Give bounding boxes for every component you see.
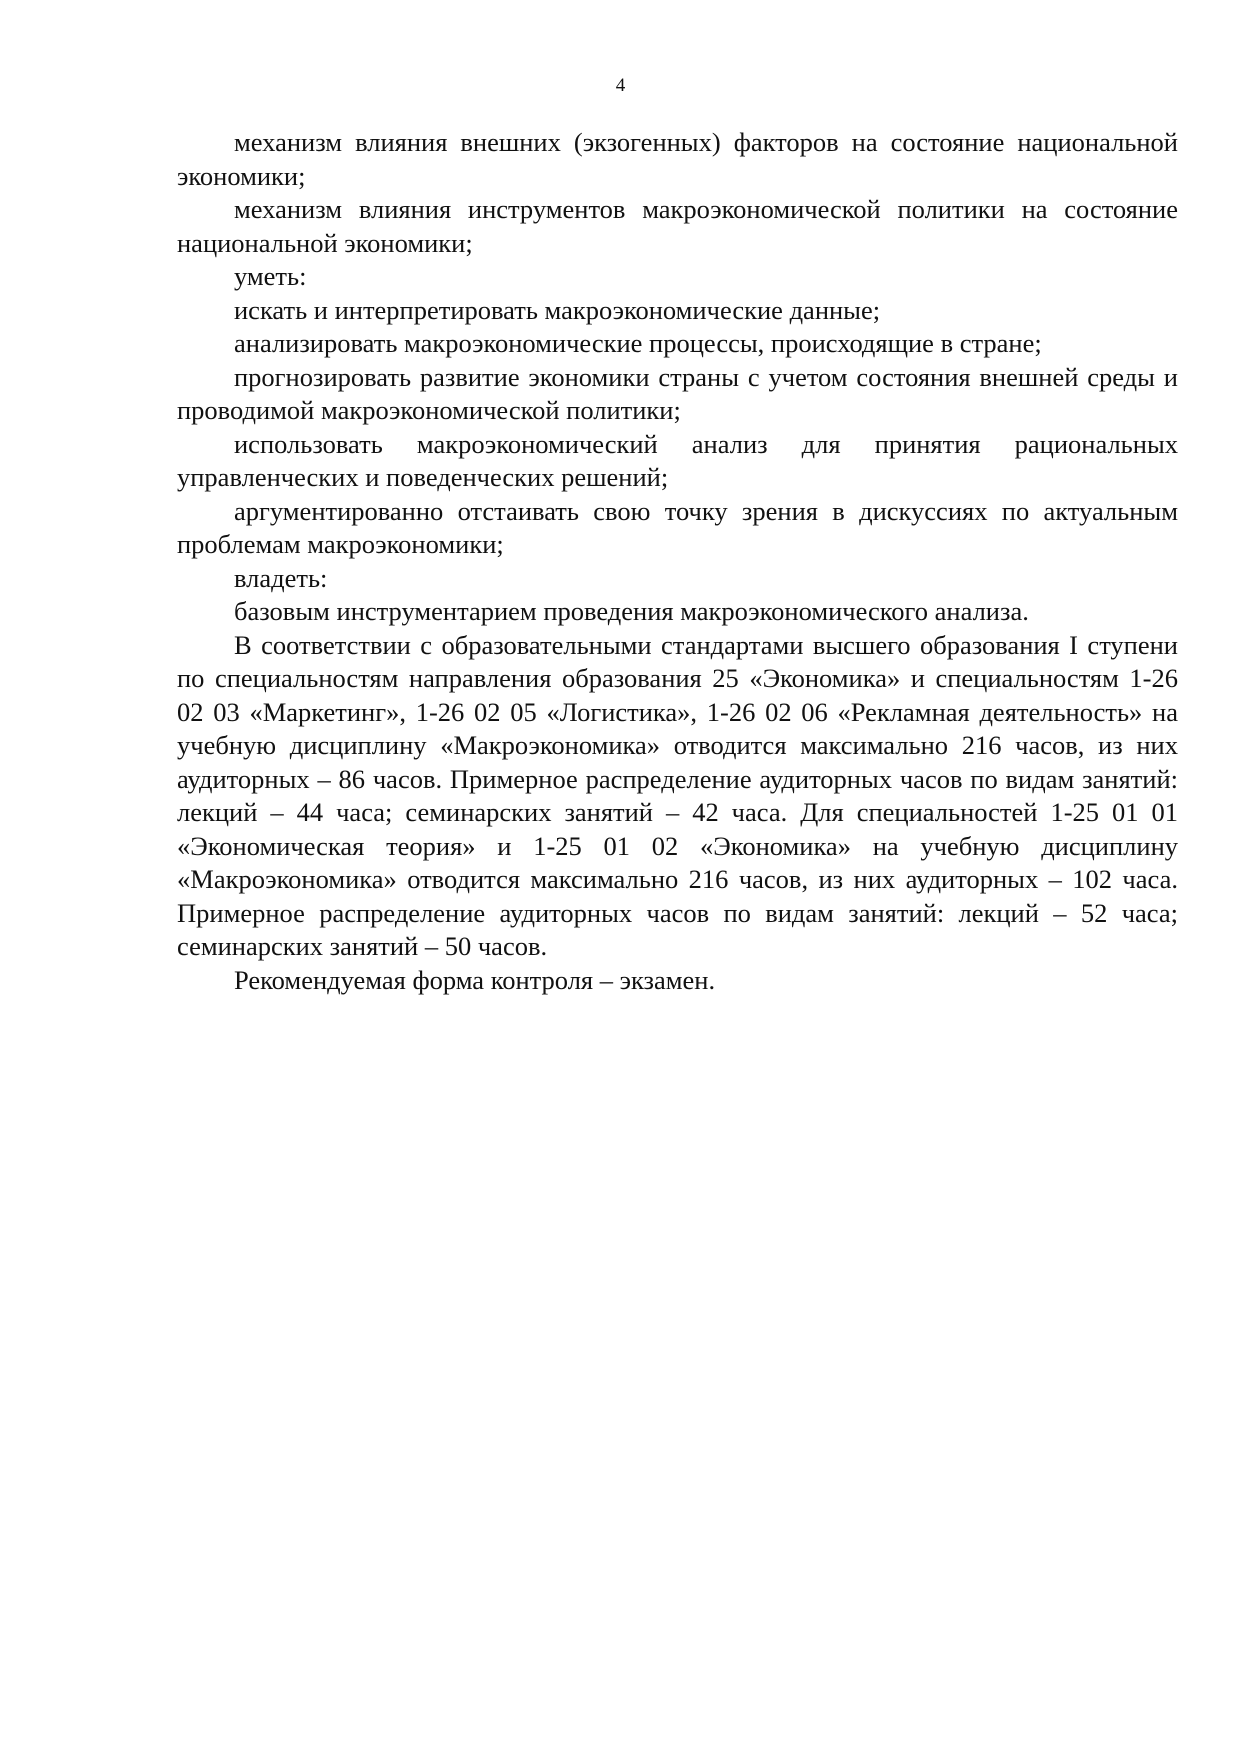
- paragraph-basic-tools: базовым инструментарием проведения макроэкономического анализа.: [234, 596, 1029, 626]
- paragraph-defend-viewpoint: аргументированно отстаивать свою точку зрения в дискуссиях по актуальным проблемам макроэкономики;: [177, 495, 1178, 559]
- paragraph-heading-skills: уметь:: [234, 261, 307, 291]
- paragraph-search-data: искать и интерпретировать макроэкономические данные;: [234, 294, 881, 325]
- paragraph-forecast-economy: прогнозировать развитие экономики страны с учетом состояния внешней среды и проводимой макроэкономической политики;: [177, 361, 1178, 425]
- paragraph-policy-instruments: механизм влияния инструментов макроэкономической политики на состояние национальной экономики;: [177, 194, 1178, 258]
- page-number: 4: [615, 75, 626, 96]
- paragraph-use-analysis: использовать макроэкономический анализ для принятия рациональных управленческих и поведенческих решений;: [177, 428, 1178, 492]
- paragraph-exogenous-factors: механизм влияния внешних (экзогенных) факторов на состояние национальной экономики;: [177, 127, 1178, 191]
- paragraph-hours-allocation: В соответствии с образовательными стандартами высшего образования I ступени по специальностям направления образования 25 «Экономика» и специальностям 1-26 02 03 «Маркетинг», 1-26 02 05 «Логистика», 1-26 02 06 «Рекламная деятельность» на учебную дисциплину «Макроэкономика» отводится максимально 216 часов, из них аудиторных – 86 часов. Примерное распределение аудиторных часов по видам занятий: лекций – 44 часа; семинарских занятий – 42 часа. Для специальностей 1-25 01 01 «Экономическая теория» и 1-25 01 02 «Экономика» на учебную дисциплину «Макроэкономика» отводится максимально 216 часов, из них аудиторных – 102 часа. Примерное распределение аудиторных часов по видам занятий: лекций – 52 часа; семинарских занятий – 50 часов.: [177, 629, 1178, 961]
- paragraph-analyze-processes: анализировать макроэкономические процессы, происходящие в стране;: [234, 328, 1042, 358]
- paragraph-control-form: Рекомендуемая форма контроля – экзамен.: [234, 964, 716, 995]
- paragraph-heading-master: владеть:: [234, 562, 328, 593]
- document-body: [177, 126, 1178, 997]
